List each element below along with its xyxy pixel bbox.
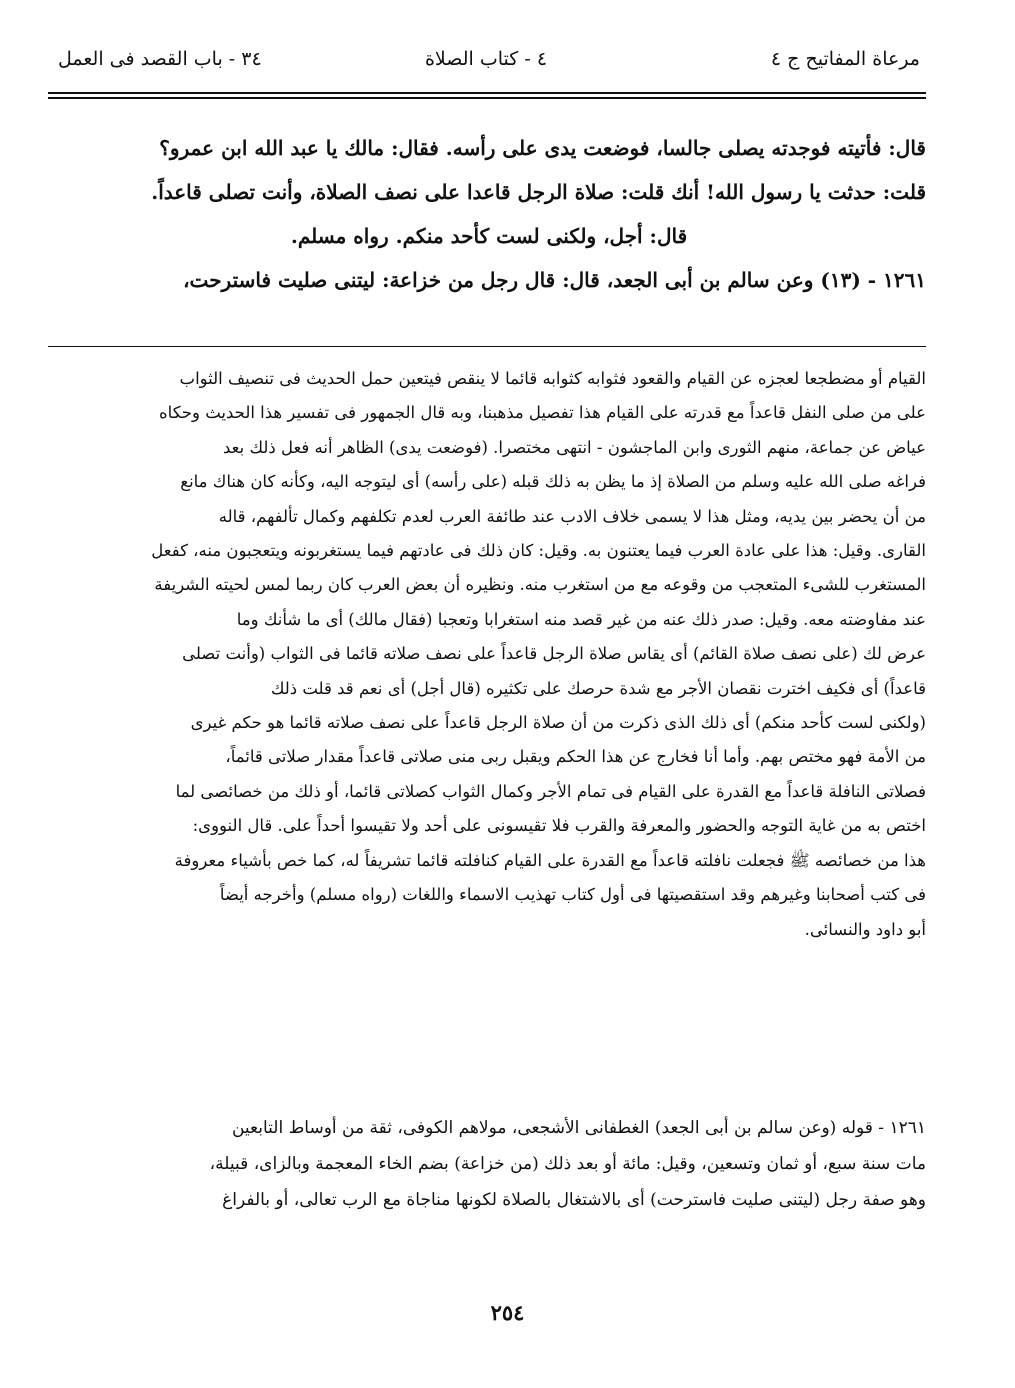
commentary-line: فراغه صلى الله عليه وسلم من الصلاة إذ ما يظن به ذلك قبله (على رأسه) أى ليتوجه اليه، وكأنه كان هناك مانع <box>180 472 926 492</box>
commentary-line: القارى. وقيل: هذا على عادة العرب فيما يعتنون به. وقيل: كان ذلك فى عادتهم فيما يستغربونه ويتعجبون منه، كفعل <box>151 541 926 561</box>
commentary-line: المستغرب للشىء المتعجب من وقوعه مع من استغرب منه. ونظيره أن بعض العرب كان ربما لمس لحيته الشريفة <box>154 575 926 595</box>
commentary-line: هذا من خصائصه ﷺ فجعلت نافلته قاعداً مع القدرة على القيام كنافلته قائما تشريفاً له، كما خص بأشياء معروفة <box>174 850 926 870</box>
commentary-line: عياض عن جماعة، منهم الثورى وابن الماجشون - انتهى مختصرا. (فوضعت يدى) الظاهر أنه فعل ذلك بعد <box>222 437 926 457</box>
commentary-line: قاعداً) أى فكيف اخترت نقصان الأجر مع شدة حرصك على تكثيره (قال أجل) أى نعم قد قلت ذلك <box>270 678 926 698</box>
section-title: ٤ - كتاب الصلاة <box>424 48 548 70</box>
page-number: ٢٥٤ <box>490 1300 525 1325</box>
hadith-line: ١٢٦١ - (١٣) وعن سالم بن أبى الجعد، قال: قال رجل من خزاعة: ليتنى صليت فاسترحت، <box>183 268 926 292</box>
hadith-line: قلت: حدثت يا رسول الله! أنك قلت: صلاة الرجل قاعدا على نصف الصلاة، وأنت تصلى قاعداً. <box>151 180 926 204</box>
commentary-line: عرض لك (على نصف صلاة القائم) أى يقاس صلاة الرجل قاعداً على نصف صلاته قائما فى الثواب (وأنت تصلى <box>182 644 926 664</box>
commentary-line: على من صلى النفل قاعداً مع قدرته على القيام هذا تفصيل مذهبنا، وبه قال الجمهور فى تفسير هذا الحديث وحكاه <box>159 403 926 423</box>
header-rule-top <box>48 92 926 94</box>
commentary-line: فى كتب أصحابنا وغيرهم وقد استقصيتها فى أول كتاب تهذيب الاسماء واللغات (رواه مسلم) وأخرجه أيضاً <box>219 885 926 905</box>
chapter-title: ٣٤ - باب القصد فى العمل <box>58 48 262 70</box>
commentary-line: اختص به من غاية التوجه والحضور والمعرفة والقرب فلا تقيسونى على أحد ولا تقيسوا أحداً على. قال النووى: <box>192 816 926 836</box>
commentary-line: فصلاتى النافلة قاعداً مع القدرة على القيام فى تمام الأجر وكمال الثواب كصلاتى قائما، أو ذلك من خصائصى لما <box>175 781 926 801</box>
hadith-line: قال: فأتيته فوجدته يصلى جالسا، فوضعت يدى على رأسه. فقال: مالك يا عبد الله ابن عمرو؟ <box>159 136 926 160</box>
header-rule-bottom <box>48 97 926 99</box>
book-title: مرعاة المفاتيح ج ٤ <box>770 48 920 70</box>
commentary-line: القيام أو مضطجعا لعجزه عن القيام والقعود فثوابه كثوابه قائما لا ينقص فيتعين حمل الحديث فى تنصيف الثواب <box>179 369 926 388</box>
commentary-text-2 <box>52 1110 926 1218</box>
commentary-line: أبو داود والنسائى. <box>804 919 926 939</box>
running-header <box>48 38 924 88</box>
commentary-line: عند مفاوضته معه. وقيل: صدر ذلك عنه من غير قصد منه استغرابا وتعجبا (فقال مالك) أى ما شأنك وما <box>236 609 926 629</box>
commentary-text <box>52 362 926 947</box>
commentary2-line: وهو صفة رجل (ليتنى صليت فاسترحت) أى بالاشتغال بالصلاة لكونها مناجاة مع الرب تعالى، أو بالفراغ <box>222 1190 926 1210</box>
commentary-line: من أن يحضر بين يديه، ومثل هذا لا يسمى خلاف الادب عند طائفة العرب لعدم تكلفهم وكمال تألفهم، قاله <box>218 506 926 526</box>
commentary2-line: مات سنة سبع، أو ثمان وتسعين، وقيل: مائة أو بعد ذلك (من خزاعة) بضم الخاء المعجمة وبالزاى، قبيلة، <box>209 1154 926 1174</box>
commentary-line: (ولكنى لست كأحد منكم) أى ذلك الذى ذكرت من أن صلاة الرجل قاعداً على نصف صلاته قائما هو حكم غيرى <box>190 713 926 733</box>
commentary2-line: ١٢٦١ - قوله (وعن سالم بن أبى الجعد) الغطفانى الأشجعى، مولاهم الكوفى، ثقة من أوساط التابعين <box>231 1118 926 1138</box>
hadith-line: قال: أجل، ولكنى لست كأحد منكم. رواه مسلم. <box>290 224 688 248</box>
footnote-separator <box>48 346 926 347</box>
commentary-line: من الأمة فهو مختص بهم. وأما أنا فخارج عن هذا الحكم ويقبل ربى منى صلاتى قاعداً مقدار صلاتى قائماً، <box>225 747 926 767</box>
hadith-text <box>52 126 926 302</box>
